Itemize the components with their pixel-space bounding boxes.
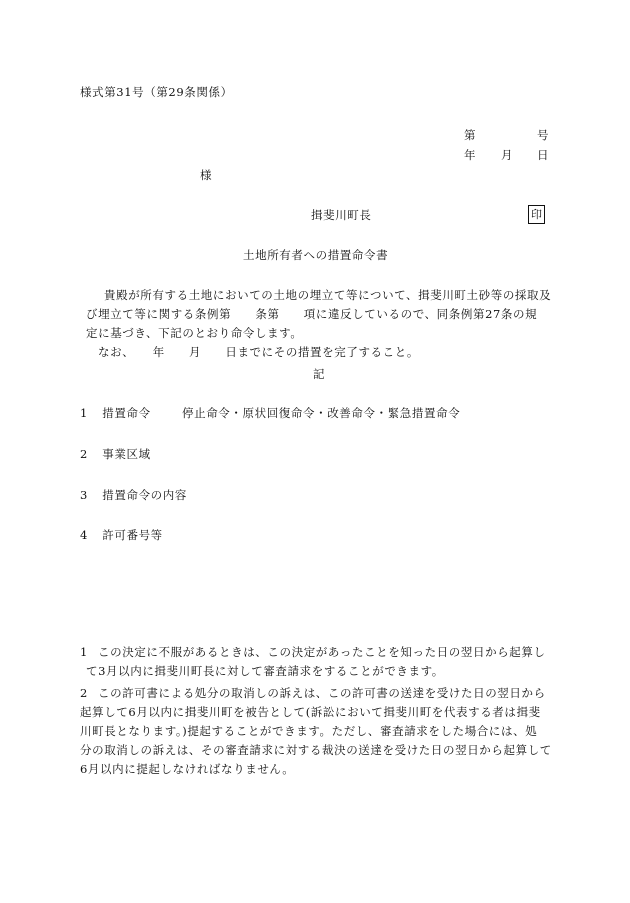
date-day: 日	[537, 148, 550, 162]
date-month: 月	[501, 148, 514, 162]
note-2	[80, 684, 560, 779]
note-line: て3月以内に揖斐川町長に対して審査請求をすることができます。	[86, 664, 444, 678]
note-number: 1	[80, 645, 88, 659]
note-text: この許可書による処分の取消しの訴えは、この許可書の送達を受けた日の翌日から	[98, 686, 546, 700]
note-line	[80, 643, 560, 662]
item-number: 3	[80, 488, 88, 502]
ki-heading: 記	[313, 367, 326, 381]
issuer-name: 揖斐川町長	[311, 208, 372, 222]
item-number: 2	[80, 447, 88, 461]
form-reference: 様式第31号（第29条関係）	[80, 85, 233, 99]
item-number: 4	[80, 528, 88, 542]
document-title: 土地所有者への措置命令書	[243, 248, 389, 262]
item-label: 措置命令	[102, 406, 151, 420]
item-label: 措置命令の内容	[102, 488, 187, 502]
addressee-suffix: 様	[200, 168, 213, 182]
note-line: 起算して6月以内に揖斐川町を被告として(訴訟において揖斐川町を代表する者は揖斐	[80, 705, 541, 719]
doc-number-label: 第	[464, 128, 477, 142]
note-line: 分の取消しの訴えは、その審査請求に対する裁決の送達を受けた日の翌日から起算して	[80, 743, 552, 757]
item-value: 停止命令・原状回復命令・改善命令・緊急措置命令	[182, 406, 461, 420]
note-number: 2	[80, 686, 88, 700]
list-item	[80, 527, 163, 543]
note-text: この決定に不服があるときは、この決定があったことを知った日の翌日から起算し	[98, 645, 546, 659]
seal-box: 印	[528, 205, 545, 224]
body-line: び埋立て等に関する条例第 条第 項に違反しているので、同条例第27条の規	[86, 307, 538, 321]
item-number: 1	[80, 406, 88, 420]
list-item	[80, 487, 187, 503]
body-line: 定に基づき、下記のとおり命令します。	[86, 326, 303, 340]
note-line	[80, 684, 560, 703]
item-label: 許可番号等	[102, 528, 163, 542]
item-label: 事業区域	[102, 447, 151, 461]
note-1	[80, 643, 560, 681]
body-text	[80, 286, 560, 362]
note-line: 6月以内に提起しなければなりません。	[80, 762, 295, 776]
body-line: 貴殿が所有する土地においての土地の埋立て等について、揖斐川町土砂等の採取及	[104, 288, 552, 302]
date-year: 年	[464, 148, 477, 162]
doc-number-suffix: 号	[537, 128, 550, 142]
list-item	[80, 446, 151, 462]
deadline-line: なお、 年 月 日までにその措置を完了すること。	[98, 345, 419, 359]
list-item	[80, 405, 560, 421]
note-line: 川町長となります。)提起することができます。ただし、審査請求をした場合には、処	[80, 724, 538, 738]
